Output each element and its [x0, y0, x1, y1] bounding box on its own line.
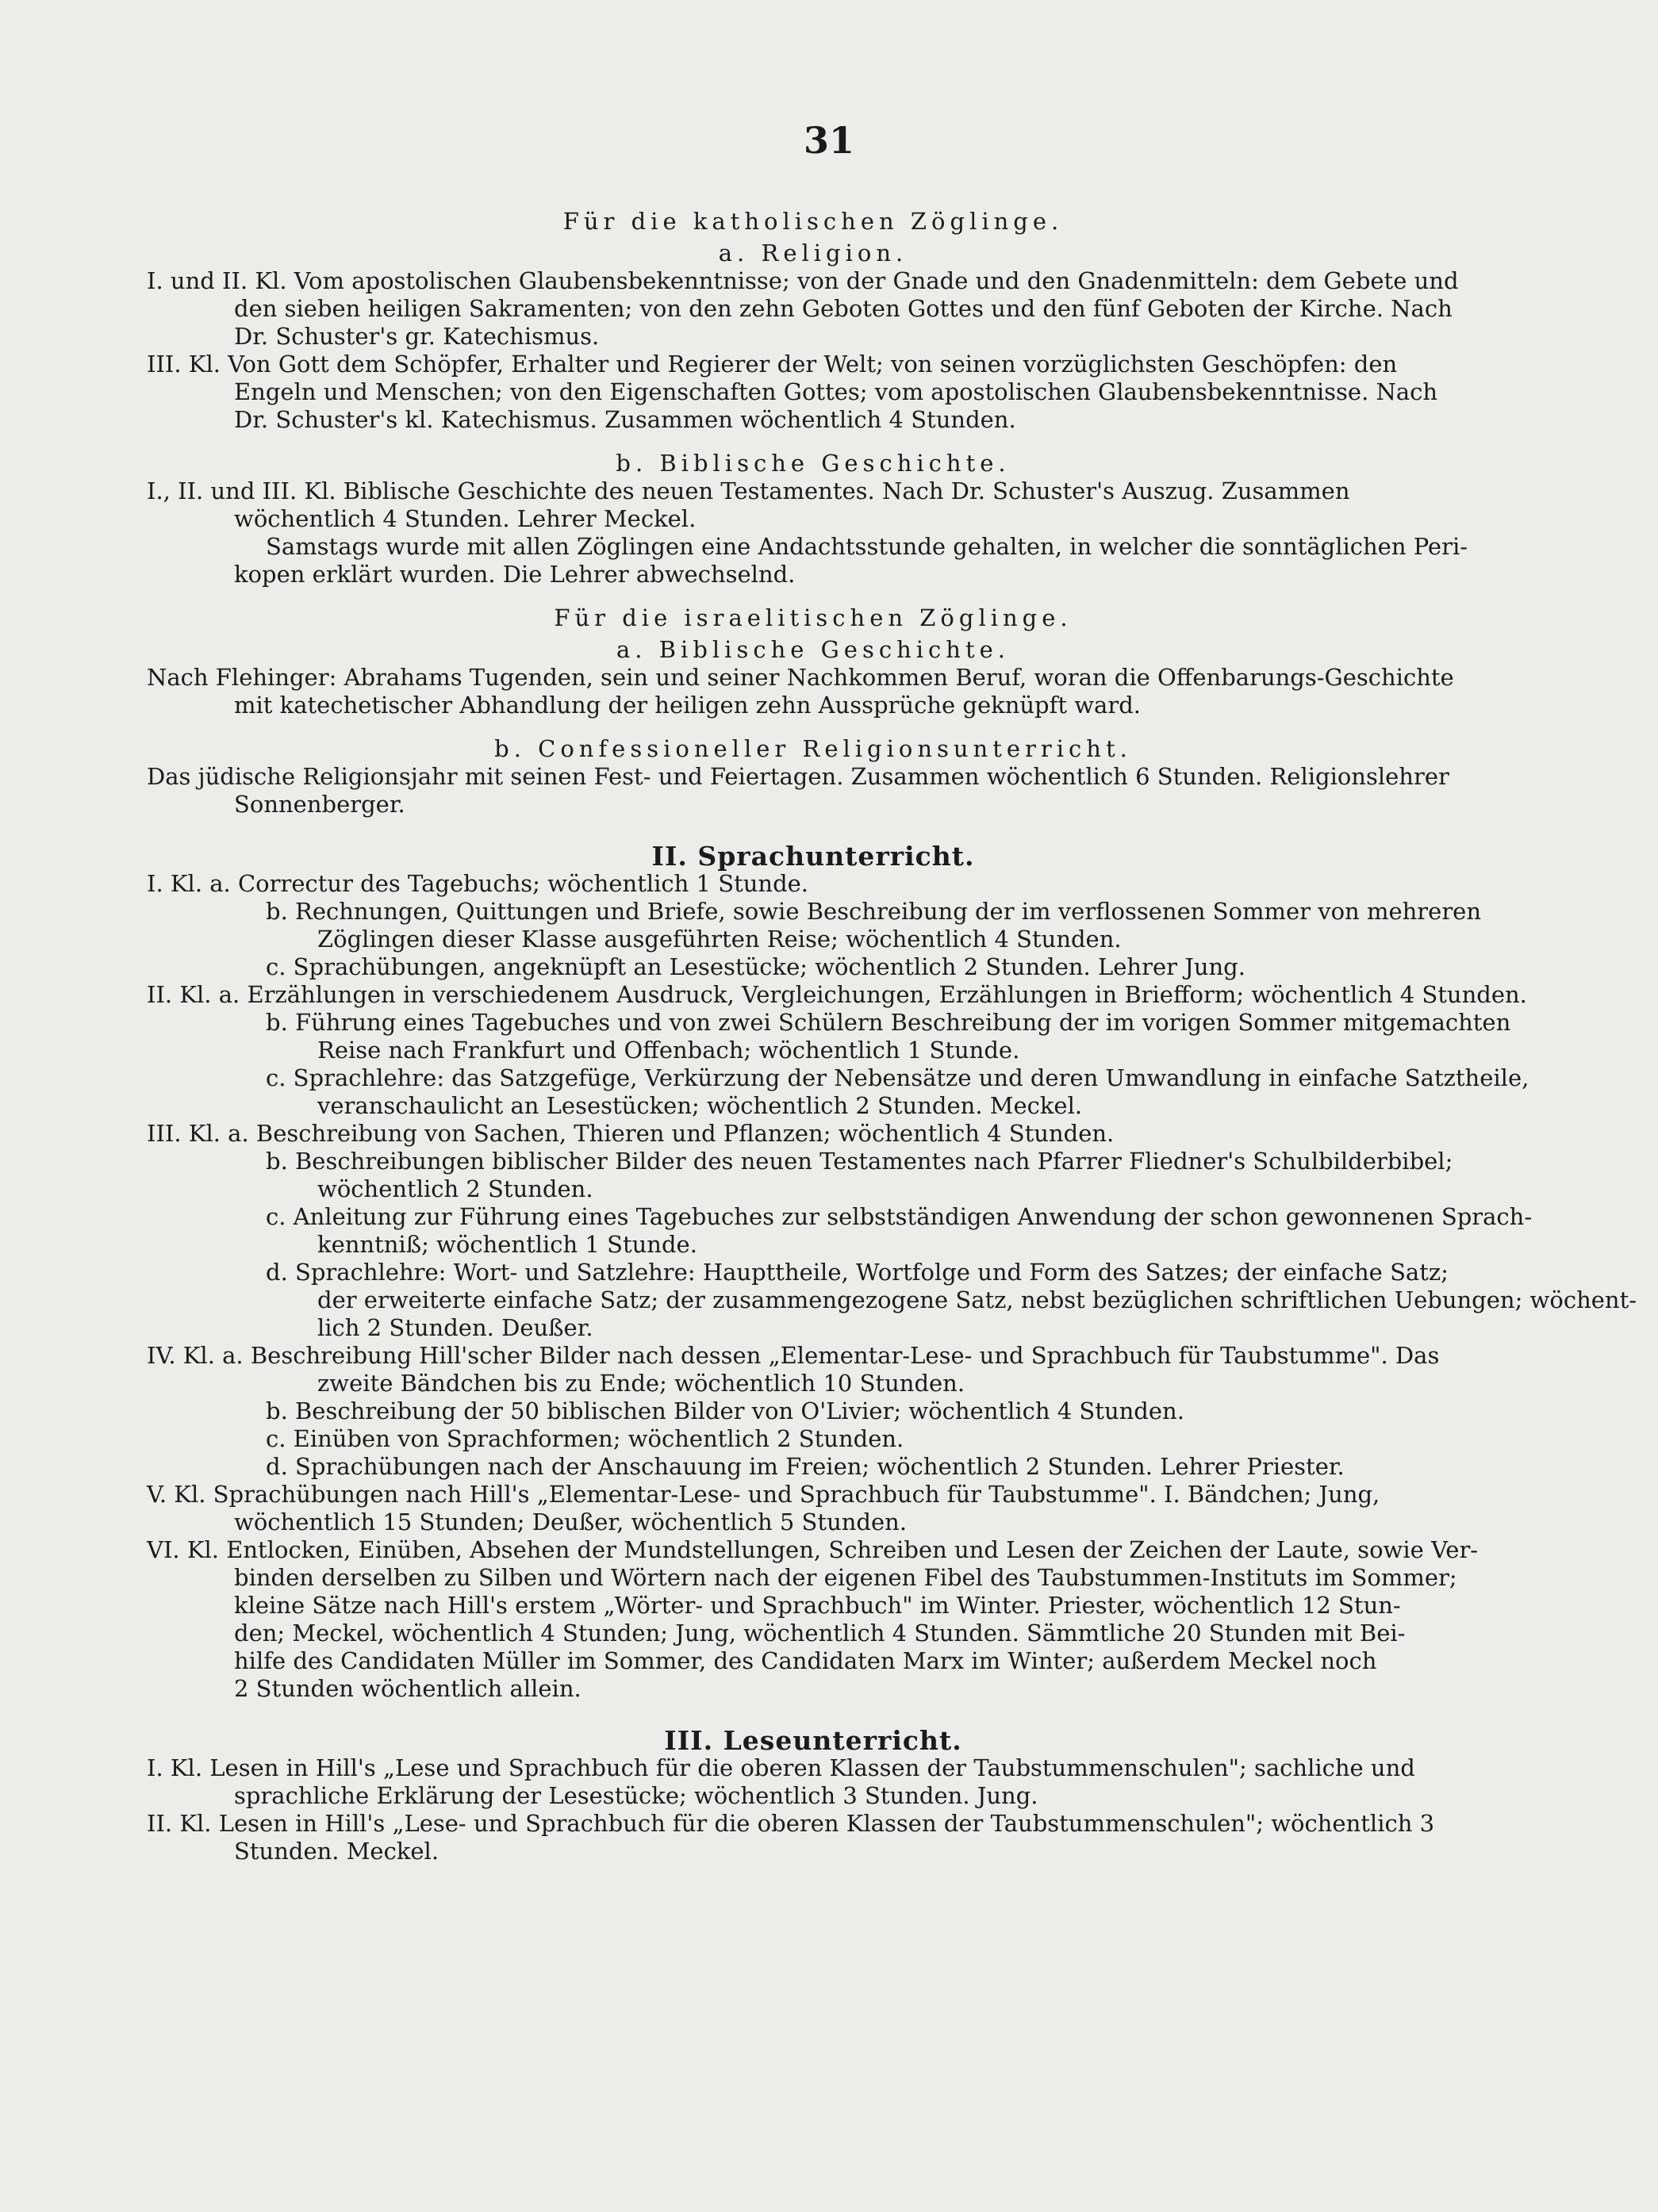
- heading-biblische-geschichte: b. Biblische Geschichte.: [616, 450, 1011, 477]
- text-line: Nach Flehinger: Abrahams Tugenden, sein und seiner Nachkommen Beruf, woran die Offenbarungs-Geschichte: [147, 664, 1454, 691]
- text-line: wöchentlich 2 Stunden.: [317, 1175, 593, 1202]
- text-line: b. Führung eines Tagebuches und von zwei Schülern Beschreibung der im vorigen Sommer mitgemachten: [266, 1009, 1511, 1036]
- heading-religion: a. Religion.: [718, 240, 908, 266]
- text-line: hilfe des Candidaten Müller im Sommer, des Candidaten Marx im Winter; außerdem Meckel noch: [234, 1647, 1377, 1674]
- text-line: Dr. Schuster's kl. Katechismus. Zusammen wöchentlich 4 Stunden.: [234, 406, 1016, 433]
- text-line: wöchentlich 4 Stunden. Lehrer Meckel.: [234, 505, 697, 532]
- text-line: II. Kl. a. Erzählungen in verschiedenem Ausdruck, Vergleichungen, Erzählungen in Briefform; wöchentlich 4 Stunden.: [147, 981, 1527, 1008]
- text-line: den; Meckel, wöchentlich 4 Stunden; Jung, wöchentlich 4 Stunden. Sämmtliche 20 Stunden mit Bei-: [234, 1620, 1406, 1647]
- text-line: d. Sprachlehre: Wort- und Satzlehre: Haupttheile, Wortfolge und Form des Satzes; der einfache Satz;: [266, 1259, 1449, 1286]
- text-line: der erweiterte einfache Satz; der zusammengezogene Satz, nebst bezüglichen schriftlichen Uebungen; wöchent-: [317, 1286, 1637, 1313]
- text-line: binden derselben zu Silben und Wörtern nach der eigenen Fibel des Taubstummen-Instituts im Sommer;: [234, 1564, 1457, 1591]
- text-line: d. Sprachübungen nach der Anschauung im Freien; wöchentlich 2 Stunden. Lehrer Priester.: [266, 1453, 1345, 1480]
- text-line: mit katechetischer Abhandlung der heiligen zehn Aussprüche geknüpft ward.: [234, 692, 1141, 719]
- text-line: Dr. Schuster's gr. Katechismus.: [234, 323, 600, 350]
- text-line: VI. Kl. Entlocken, Einüben, Absehen der Mundstellungen, Schreiben und Lesen der Zeichen der Laute, sowie Ver-: [147, 1536, 1479, 1563]
- page-number: 31: [803, 119, 854, 162]
- text-line: b. Beschreibung der 50 biblischen Bilder von O'Livier; wöchentlich 4 Stunden.: [266, 1397, 1184, 1424]
- section-title-katholisch: Für die katholischen Zöglinge.: [562, 208, 1064, 235]
- text-line: II. Kl. Lesen in Hill's „Lese- und Sprachbuch für die oberen Klassen der Taubstummenschulen"; wöchentlich 3: [147, 1810, 1435, 1837]
- text-line: I. Kl. Lesen in Hill's „Lese und Sprachbuch für die oberen Klassen der Taubstummenschulen"; sachliche und: [147, 1754, 1415, 1781]
- text-line: kleine Sätze nach Hill's erstem „Wörter- und Sprachbuch" im Winter. Priester, wöchentlich 12 Stun-: [234, 1592, 1401, 1619]
- text-line: lich 2 Stunden. Deußer.: [317, 1314, 593, 1341]
- text-line: I. Kl. a. Correctur des Tagebuchs; wöchentlich 1 Stunde.: [147, 870, 809, 897]
- text-line: c. Anleitung zur Führung eines Tagebuches zur selbstständigen Anwendung der schon gewonnenen Sprach-: [266, 1203, 1533, 1230]
- text-line: III. Kl. a. Beschreibung von Sachen, Thieren und Pflanzen; wöchentlich 4 Stunden.: [147, 1120, 1115, 1147]
- text-line: kopen erklärt wurden. Die Lehrer abwechselnd.: [234, 561, 796, 588]
- section-title-israelitisch: Für die israelitischen Zöglinge.: [554, 604, 1073, 631]
- text-line: 2 Stunden wöchentlich allein.: [234, 1675, 581, 1702]
- text-line: den sieben heiligen Sakramenten; von den zehn Geboten Gottes und den fünf Geboten der Kirche. Nach: [234, 295, 1453, 322]
- text-line: Reise nach Frankfurt und Offenbach; wöchentlich 1 Stunde.: [317, 1037, 1020, 1064]
- text-line: Zöglingen dieser Klasse ausgeführten Reise; wöchentlich 4 Stunden.: [317, 926, 1122, 953]
- text-line: III. Kl. Von Gott dem Schöpfer, Erhalter und Regierer der Welt; von seinen vorzüglichsten Geschöpfen: den: [147, 351, 1398, 378]
- page-content: [147, 208, 1637, 1865]
- text-line: wöchentlich 15 Stunden; Deußer, wöchentlich 5 Stunden.: [234, 1509, 908, 1535]
- text-line: sprachliche Erklärung der Lesestücke; wöchentlich 3 Stunden. Jung.: [234, 1782, 1038, 1809]
- heading-sprachunterricht: II. Sprachunterricht.: [651, 841, 975, 872]
- heading-biblische-geschichte-isr: a. Biblische Geschichte.: [616, 636, 1010, 663]
- text-line: b. Beschreibungen biblischer Bilder des neuen Testamentes nach Pfarrer Fliedner's Schulbilderbibel;: [266, 1148, 1453, 1175]
- heading-leseunterricht: III. Leseunterricht.: [664, 1725, 962, 1756]
- text-line: Das jüdische Religionsjahr mit seinen Fest- und Feiertagen. Zusammen wöchentlich 6 Stunden. Religionslehrer: [147, 763, 1449, 790]
- text-line: b. Rechnungen, Quittungen und Briefe, sowie Beschreibung der im verflossenen Sommer von mehreren: [266, 898, 1482, 925]
- text-line: c. Sprachlehre: das Satzgefüge, Verkürzung der Nebensätze und deren Umwandlung in einfache Satztheile,: [266, 1064, 1529, 1091]
- text-line: Sonnenberger.: [234, 791, 405, 818]
- text-line: I., II. und III. Kl. Biblische Geschichte des neuen Testamentes. Nach Dr. Schuster's Auszug. Zusammen: [147, 477, 1350, 504]
- text-line: IV. Kl. a. Beschreibung Hill'scher Bilder nach dessen „Elementar-Lese- und Sprachbuch für Taubstumme". Das: [147, 1342, 1440, 1369]
- text-line: c. Einüben von Sprachformen; wöchentlich 2 Stunden.: [266, 1425, 904, 1452]
- text-line: V. Kl. Sprachübungen nach Hill's „Elementar-Lese- und Sprachbuch für Taubstumme". I. Bändchen; Jung,: [147, 1481, 1380, 1508]
- text-line: I. und II. Kl. Vom apostolischen Glaubensbekenntnisse; von der Gnade und den Gnadenmitteln: dem Gebete und: [147, 267, 1459, 294]
- text-line: Engeln und Menschen; von den Eigenschaften Gottes; vom apostolischen Glaubensbekenntnisse. Nach: [234, 378, 1438, 405]
- text-line: kenntniß; wöchentlich 1 Stunde.: [317, 1231, 697, 1258]
- text-line: veranschaulicht an Lesestücken; wöchentlich 2 Stunden. Meckel.: [317, 1092, 1083, 1119]
- text-line: c. Sprachübungen, angeknüpft an Lesestücke; wöchentlich 2 Stunden. Lehrer Jung.: [266, 953, 1245, 980]
- heading-confessioneller-unterricht: b. Confessioneller Religionsunterricht.: [494, 735, 1132, 762]
- text-line: Samstags wurde mit allen Zöglingen eine Andachtsstunde gehalten, in welcher die sonntäglichen Peri-: [266, 533, 1468, 560]
- text-line: zweite Bändchen bis zu Ende; wöchentlich 10 Stunden.: [317, 1370, 965, 1397]
- text-line: Stunden. Meckel.: [234, 1838, 439, 1865]
